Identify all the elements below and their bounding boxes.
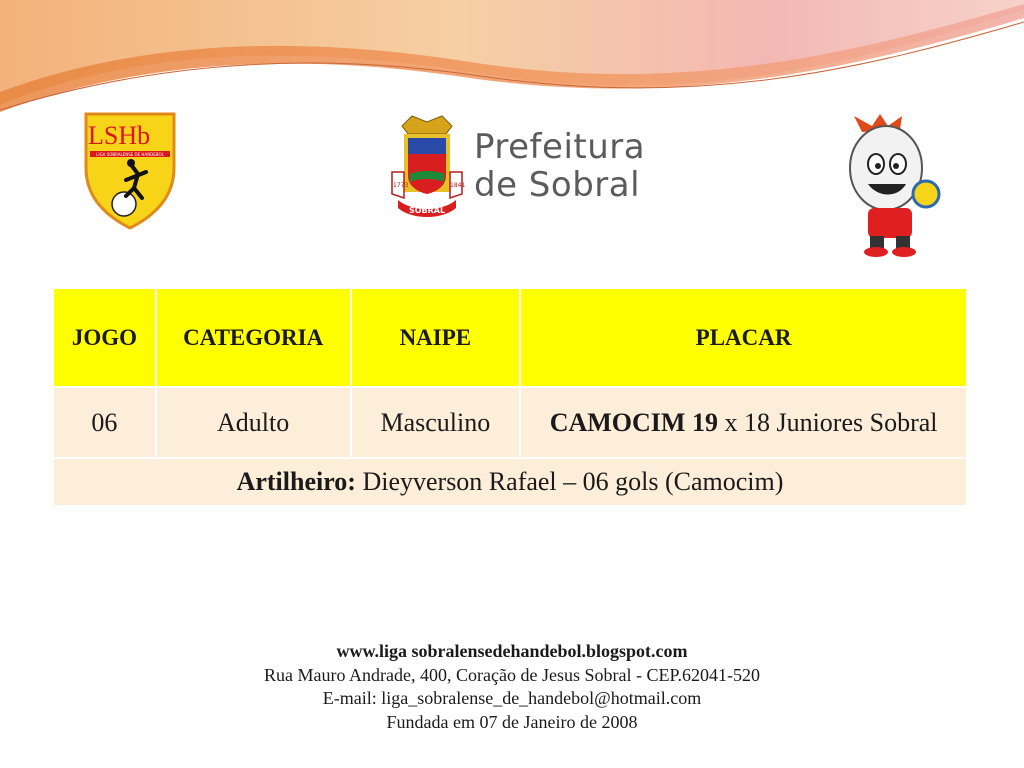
lshb-subtitle: LIGA SOBRALENSE DE HANDEBOL: [96, 152, 164, 157]
lshb-letters: LSHb: [88, 121, 151, 150]
prefeitura-logo: [382, 112, 652, 222]
artilheiro-value: Dieyverson Rafael – 06 gols (Camocim): [355, 467, 784, 496]
lshb-logo: [80, 108, 180, 230]
prefeitura-line2: de Sobral: [474, 165, 641, 205]
header-categoria: CATEGORIA: [156, 288, 351, 387]
placar-rest: x 18 Juniores Sobral: [717, 407, 938, 437]
cell-jogo: 06: [53, 387, 156, 458]
table-row: [53, 387, 967, 458]
footer-website[interactable]: www.liga sobralensedehandebol.blogspot.com: [336, 641, 688, 661]
footer-address: Rua Mauro Andrade, 400, Coração de Jesus Sobral - CEP.62041-520: [264, 664, 760, 685]
artilheiro-label: Artilheiro:: [236, 467, 356, 496]
header-jogo: JOGO: [53, 288, 156, 387]
handball-mascot: [840, 112, 950, 258]
placar-winner: CAMOCIM 19: [549, 407, 718, 437]
crest-year-right: 1841: [450, 182, 466, 189]
crest-banner: SOBRAL: [408, 206, 446, 215]
cell-artilheiro: [53, 458, 967, 506]
crest-year-left: 1773: [393, 182, 409, 189]
prefeitura-line1: Prefeitura: [474, 127, 646, 167]
header-placar: PLACAR: [520, 288, 967, 387]
cell-naipe: Masculino: [351, 387, 521, 458]
score-table: [52, 287, 968, 507]
header-naipe: NAIPE: [351, 288, 521, 387]
footer: [0, 640, 1024, 734]
footer-founded: Fundada em 07 de Janeiro de 2008: [386, 711, 638, 732]
artilheiro-row: [53, 458, 967, 506]
sobral-crest: [382, 112, 472, 222]
cell-categoria: Adulto: [156, 387, 351, 458]
table-header-row: [53, 288, 967, 387]
footer-email[interactable]: E-mail: liga_sobralense_de_handebol@hotmail.com: [322, 688, 702, 708]
cell-placar: [520, 387, 967, 458]
